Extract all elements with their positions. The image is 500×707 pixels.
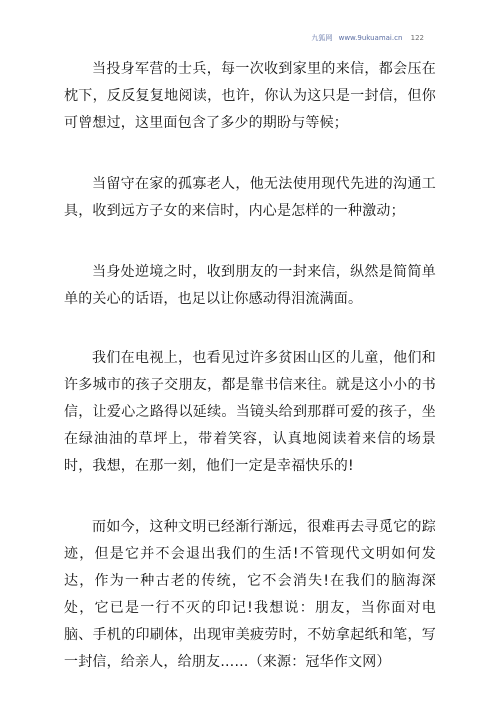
page-header [307,33,424,43]
paragraph: 当身处逆境之时，收到朋友的一封来信，纵然是简简单单的关心的话语，也足以让你感动得泪流满面。 [64,264,436,307]
paragraph: 而如今，这种文明已经渐行渐远，很难再去寻觅它的踪迹，但是它并不会退出我们的生活!不管现代文明如何发达，作为一种古老的传统，它不会消失!在我们的脑海深处，它已是一行不灭的印记!我想说：朋友，当你面对电脑、手机的印刷体，出现审美疲劳时，不妨拿起纸和笔，写一封信，给亲人，给朋友……（来源：冠华作文网） [64,519,436,670]
paragraph: 我们在电视上，也看见过许多贫困山区的儿童，他们和许多城市的孩子交朋友，都是靠书信来往。就是这小小的书信，让爱心之路得以延续。当镜头给到那群可爱的孩子，坐在绿油油的草坪上，带着笑容，认真地阅读着来信的场景时，我想，在那一刻，他们一定是幸福快乐的! [64,350,436,474]
page-number: 122 [410,34,424,42]
paragraph: 当投身军营的士兵，每一次收到家里的来信，都会压在枕下，反反复复地阅读，也许，你认为这只是一封信，但你可曾想过，这里面包含了多少的期盼与等候； [64,61,436,131]
article-body [64,56,436,676]
paragraph: 当留守在家的孤寡老人，他无法使用现代先进的沟通工具，收到远方子女的来信时，内心是怎样的一种激动； [64,176,436,219]
site-name: 九狐网 [311,34,333,42]
site-url[interactable]: www.9ukuamai.cn [338,34,403,42]
